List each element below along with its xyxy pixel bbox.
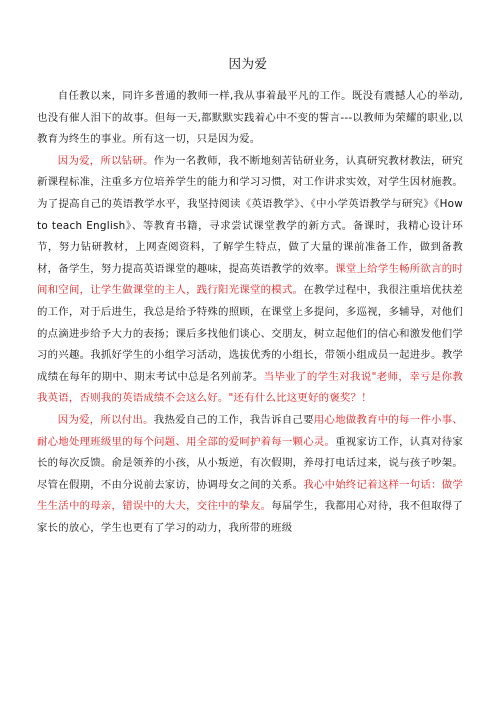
highlight-segment-care: 用心地做教育中的每一件小事、耐心地处理班级里的每个问题、用全部的爱呵护着每一颗心灵。: [37, 413, 464, 448]
text-segment: 每届学生，我都用心对待，我不但取得了家长的放心，学生也更有了学习的动力，我所带的班级: [37, 500, 464, 534]
document-title: 因为爱: [228, 56, 268, 71]
text-segment: 我热爱自己的工作，我告诉自己要: [153, 413, 314, 426]
highlight-segment-classroom: 课堂上给学生畅所欲言的时间和空间，让学生做课堂的主人，践行阳光课堂的模式。: [37, 262, 464, 297]
text-segment: 在教学过程中，我很注重培优扶差的工作，对于后进生，我总是给予特殊的照顾，在课堂上多提问，多巡视，多辅导，对他们的点滴进步给予大力的表扬；课后多找他们谈心、交朋友，树立起他们的信心和激发他们学习的兴趣。我抓好学生的小组学习活动，选拔优秀的小组长，带领小组成员一起进步。教学成绩在每年的期中、期末考试中总是名列前茅。: [37, 284, 464, 383]
text-segment: 自任教以来，同许多普通的教师一样,我从事着最平凡的工作。既没有震撼人心的举动,也没有催人泪下的故事。但每一天,都默默实践着心中不变的誓言---以教师为荣耀的职业,以教育为终生的事业。所有这一切，只是因为爱。: [37, 90, 463, 146]
paragraph-intro: [37, 86, 463, 151]
heading-segment-research: 因为爱，所以钻研。: [57, 154, 154, 167]
document-body: [37, 86, 463, 539]
highlight-segment-motto: 我心中始终记着这样一句话：做学生生活中的母亲，错误中的大夫，交往中的挚友。: [37, 478, 464, 513]
paragraph-research: [37, 151, 463, 410]
highlight-segment-quote: 当毕业了的学生对我说"老师，幸亏是你教我英语，否则我的英语成绩不会这么好。"还有什么比这更好的褒奖？！: [37, 370, 464, 405]
text-segment: 重视家访工作，认真对待家长的每次反馈。俞是领养的小孩，从小叛逆，有次假期，养母打电话过来，说与孩子吵架。尽管在假期，不由分说前去家访，协调母女之间的关系。: [37, 435, 464, 491]
paragraph-devotion: [37, 410, 463, 540]
text-segment: 作为一名教师，我不断地刻苦钻研业务，认真研究教材教法，研究新课程标准，注重多方位培养学生的能力和学习习惯，对工作讲求实效，对学生因材施教。为了提高自己的英语教学水平，我坚持阅读《英语教学》、《中小学英语教学与研究》《How to teach English》、等教育书籍，寻求尝试课堂教学的新方式。备课时，我精心设计环节，努力钻研教材，上网查阅资料，了解学生特点，做了大量的课前准备工作，做到备教材，备学生，努力提高英语课堂的趣味，提高英语教学的效率。: [37, 154, 464, 275]
heading-segment-devotion: 因为爱，所以付出。: [57, 413, 154, 426]
